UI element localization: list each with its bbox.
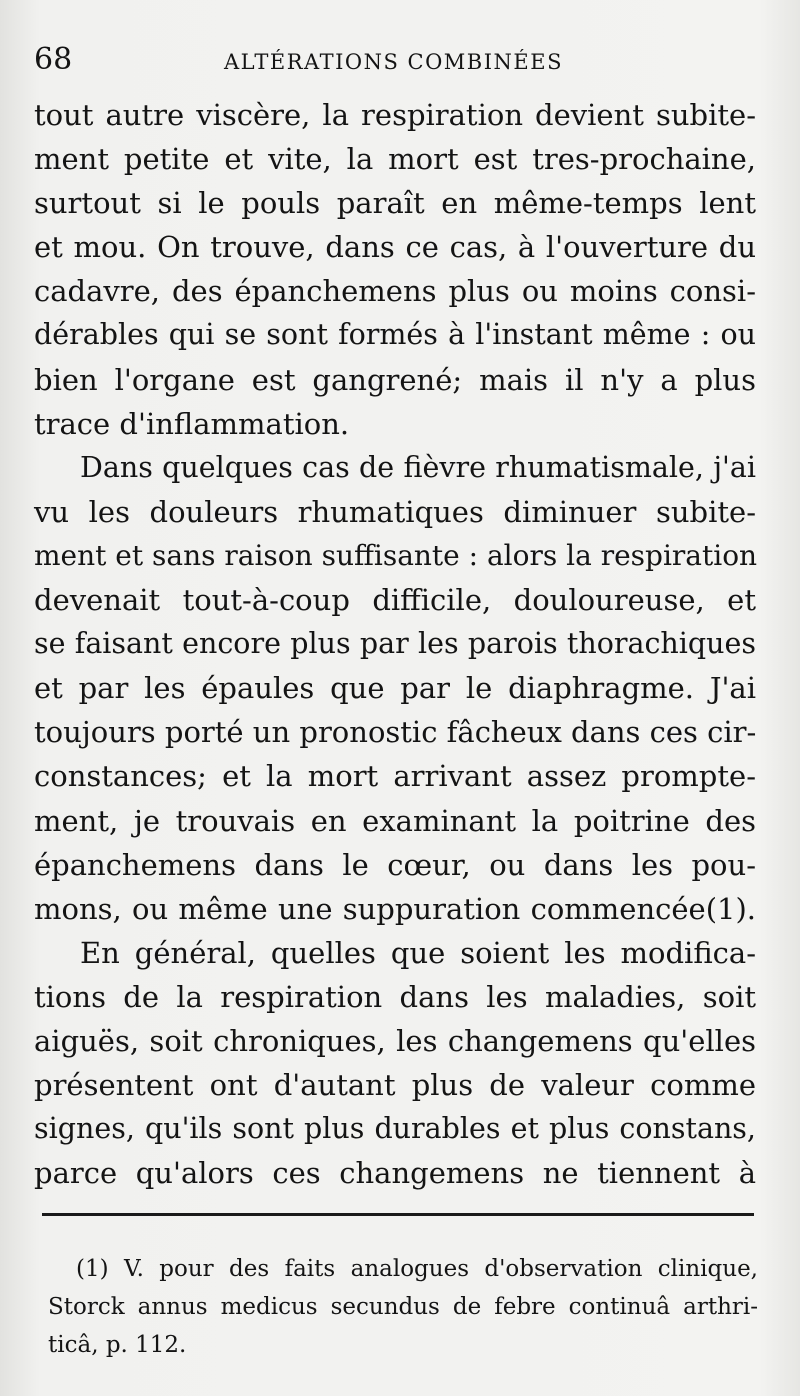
footnote	[48, 1250, 758, 1364]
text-line: présentent ont d'autant plus de valeur comme	[34, 1068, 756, 1103]
text-line: toujours porté un pronostic fâcheux dans ces cir-	[34, 715, 757, 750]
text-line: vu les douleurs rhumatiques diminuer subite-	[34, 494, 756, 529]
body-text	[34, 93, 756, 1195]
page-header	[34, 40, 764, 80]
text-line: devenait tout-à-coup difficile, douloureuse, et	[34, 583, 756, 618]
text-line: ment et sans raison suffisante : alors la respiration	[34, 538, 758, 572]
text-line: mons, ou même une suppuration commencée(1).	[34, 891, 756, 926]
text-line: et par les épaules que par le diaphragme. J'ai	[34, 671, 756, 706]
text-line: ment, je trouvais en examinant la poitrine des	[34, 803, 756, 838]
running-title: ALTÉRATIONS COMBINÉES	[224, 50, 563, 74]
text-line: et mou. On trouve, dans ce cas, à l'ouverture du	[34, 230, 756, 265]
text-line: dérables qui se sont formés à l'instant même : ou	[34, 318, 756, 352]
text-line: aiguës, soit chroniques, les changemens qu'elles	[34, 1023, 756, 1058]
text-line: trace d'inflammation.	[34, 406, 350, 441]
page-number: 68	[34, 42, 73, 77]
text-line: tout autre viscère, la respiration devient subite-	[34, 98, 756, 132]
text-line: ment petite et vite, la mort est tres-prochaine,	[34, 142, 756, 177]
text-line: se faisant encore plus par les parois thorachiques	[34, 627, 756, 661]
footnote-line: (1) V. pour des faits analogues d'observation clinique,	[76, 1256, 758, 1282]
text-line: surtout si le pouls paraît en même-temps lent	[34, 186, 756, 221]
paragraph-start-line: En général, quelles que soient les modifica-	[80, 935, 756, 970]
text-line: épanchemens dans le cœur, ou dans les pou-	[34, 847, 756, 882]
footnote-line: Storck annus medicus secundus de febre continuâ arthri-	[48, 1294, 758, 1320]
paragraph-start-line: Dans quelques cas de fièvre rhumatismale, j'ai	[80, 450, 756, 484]
footnote-line: ticâ, p. 112.	[48, 1332, 187, 1358]
text-line: bien l'organe est gangrené; mais il n'y a plus	[34, 362, 756, 397]
text-line: constances; et la mort arrivant assez prompte-	[34, 759, 756, 794]
text-line: cadavre, des épanchemens plus ou moins consi-	[34, 274, 756, 309]
text-line: parce qu'alors ces changemens ne tiennent à	[34, 1156, 756, 1191]
footnote-rule	[42, 1213, 754, 1216]
text-line: signes, qu'ils sont plus durables et plus constans,	[34, 1112, 756, 1146]
text-line: tions de la respiration dans les maladies, soit	[34, 979, 756, 1014]
